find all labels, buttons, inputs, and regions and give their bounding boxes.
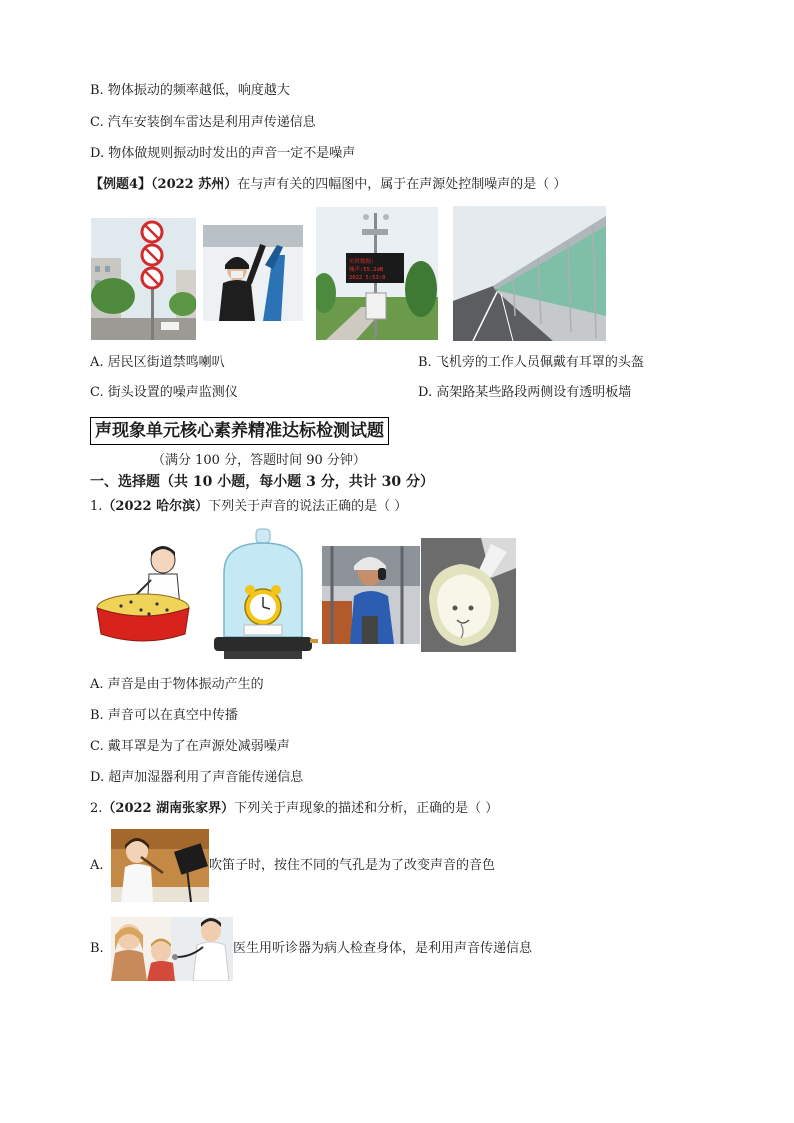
example4-option-b: B. 飞机旁的工作人员佩戴有耳罩的头盔 bbox=[418, 355, 644, 370]
unit-test-title: 声现象单元核心素养精准达标检测试题 bbox=[90, 417, 389, 445]
example4-stem-line bbox=[90, 176, 566, 194]
prev-option-b: B. 物体振动的频率越低，响度越大 bbox=[90, 83, 290, 98]
svg-text:2022 5:53:0: 2022 5:53:0 bbox=[349, 275, 386, 281]
no-honking-street-image bbox=[91, 218, 196, 340]
prev-option-c: C. 汽车安装倒车雷达是利用声传递信息 bbox=[90, 115, 316, 130]
q1-source: （2022 哈尔滨） bbox=[102, 499, 209, 514]
q1-stem-line bbox=[90, 498, 407, 516]
example4-tag: 【例题4】 bbox=[90, 177, 152, 192]
q2-option-a-text: 吹笛子时，按住不同的气孔是为了改变声音的音色 bbox=[209, 858, 496, 873]
q2-number: 2. bbox=[90, 801, 103, 816]
svg-text:实时数据:: 实时数据: bbox=[349, 259, 375, 265]
worker-earmuffs-image bbox=[322, 546, 420, 644]
q1-option-c: C. 戴耳罩是为了在声源处减弱噪声 bbox=[90, 739, 290, 754]
q2-option-a-label: A. bbox=[90, 858, 104, 873]
humidifier-image bbox=[421, 538, 516, 652]
stethoscope-doctor-image bbox=[111, 917, 233, 981]
q1-option-b: B. 声音可以在真空中传播 bbox=[90, 708, 238, 723]
unit-test-meta: （满分 100 分，答题时间 90 分钟） bbox=[152, 453, 366, 468]
q1-option-d: D. 超声加湿器利用了声音能传递信息 bbox=[90, 770, 304, 785]
q2-source: （2022 湖南张家界） bbox=[102, 801, 235, 816]
noise-monitor-image bbox=[316, 207, 438, 340]
sound-barrier-image bbox=[453, 206, 606, 341]
q1-option-a: A. 声音是由于物体振动产生的 bbox=[90, 677, 264, 692]
drum-player-image bbox=[91, 540, 205, 648]
example4-option-d: D. 高架路某些路段两侧设有透明板墙 bbox=[418, 385, 632, 400]
q1-number: 1. bbox=[90, 499, 103, 514]
example4-source: （2022 苏州） bbox=[151, 177, 238, 192]
prev-option-d: D. 物体做规则振动时发出的声音一定不是噪声 bbox=[90, 146, 356, 161]
example4-option-c: C. 街头设置的噪声监测仪 bbox=[90, 385, 238, 400]
bell-jar-image bbox=[210, 527, 320, 667]
q2-option-b-label: B. bbox=[90, 941, 104, 956]
airport-worker-image bbox=[203, 225, 303, 321]
section-heading: 一、选择题（共 10 小题，每小题 3 分，共计 30 分） bbox=[90, 474, 434, 490]
q2-stem-line bbox=[90, 800, 498, 818]
svg-text:噪声:55.2dB: 噪声:55.2dB bbox=[349, 267, 384, 273]
q1-stem: 下列关于声音的说法正确的是（ ） bbox=[208, 499, 408, 514]
q2-stem: 下列关于声现象的描述和分析，正确的是（ ） bbox=[234, 801, 499, 816]
q2-option-b-text: 医生用听诊器为病人检查身体，是利用声音传递信息 bbox=[233, 941, 533, 956]
example4-stem: 在与声有关的四幅图中，属于在声源处控制噪声的是（ ） bbox=[237, 177, 567, 192]
example4-option-a: A. 居民区街道禁鸣喇叭 bbox=[90, 355, 225, 370]
flute-girl-image bbox=[111, 829, 209, 902]
